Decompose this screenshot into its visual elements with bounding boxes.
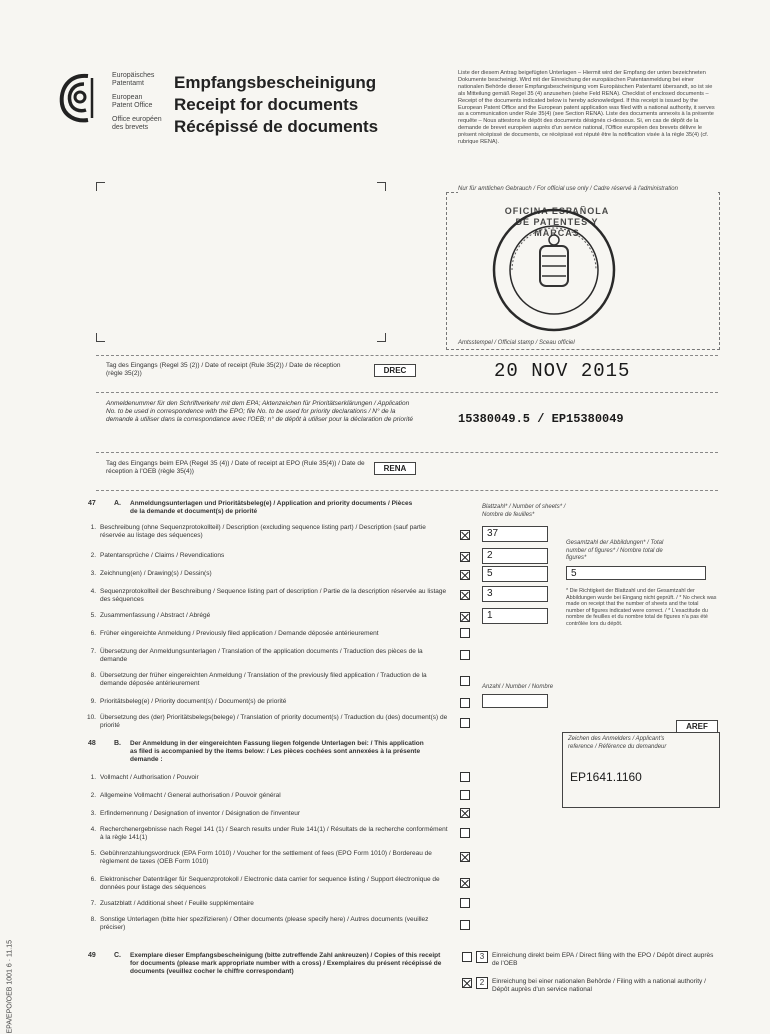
- form-code: EPA/EPO/OEB 1001 6 · 11.15: [6, 939, 14, 1034]
- title-de: Empfangsbescheinigung: [174, 73, 377, 92]
- section-a-item: 4. Sequenzprotokollteil der Beschreibung / Sequence listing part of description / Partie de la description réservée au listage des séquences: [90, 588, 447, 603]
- section-b-item: 6. Elektronischer Datenträger für Sequenzprotokoll / Electronic data carrier for sequence listing / Support électronique de données pour listage des séquences: [90, 876, 440, 891]
- section-b-letter: B.: [114, 740, 121, 747]
- checkbox-copies-direct[interactable]: [462, 952, 472, 962]
- figures-value[interactable]: 5: [566, 566, 706, 580]
- application-number-label: Anmeldenummer für den Schriftverkehr mit dem EPA; Aktenzeichen für Prioritätserklärungen / Application No. to be used in correspondence with the EPO; file No. to be used for priority declarations / N° de la demande à utiliser dans la correspondance avec l'OEB; n° de dépôt à utiliser pour la déclaration de priorité: [106, 400, 413, 423]
- copies-direct-number: 3: [476, 951, 488, 963]
- figures-header: Gesamtzahl der Abbildungen* / Total number of figures* / Nombre total de figures*: [566, 540, 664, 561]
- rena-code: RENA: [374, 462, 416, 475]
- section-b-title: Der Anmeldung in der eingereichten Fassung liegen folgende Unterlagen bei: / This application as filed is accompanied by the items below: / Les pièces cochées sont annexées à la présente demande :: [130, 740, 424, 763]
- sheets-header: Blattzahl* / Number of sheets* / Nombre de feuilles*: [482, 504, 566, 518]
- office-name-fr: Office européen des brevets: [112, 116, 162, 131]
- official-use-label: Nur für amtlichen Gebrauch / For official use only / Cadre réservé à l'administration: [458, 186, 718, 194]
- checkbox-description[interactable]: [460, 530, 470, 540]
- section-b-item: 7. Zusatzblatt / Additional sheet / Feuille supplémentaire: [90, 900, 254, 907]
- address-window: [96, 182, 386, 342]
- section-a-item: 9. Prioritätsbeleg(e) / Priority document(s) / Document(s) de priorité: [90, 698, 287, 705]
- epo-logo: [58, 70, 98, 126]
- receipt-date-value: 20 NOV 2015: [494, 360, 631, 382]
- application-number-value: 15380049.5 / EP15380049: [458, 412, 624, 426]
- sheets-description[interactable]: 37: [482, 526, 548, 542]
- divider: [96, 355, 718, 356]
- intro-text: Liste der diesem Antrag beigefügten Unterlagen – Hiermit wird der Empfang der unten bezeichneten Dokumente bescheinigt. Wird mit der Einreichung der europäischen Patentanmeldung bei einer nationalen Behörde dieser Empfangsbescheinigung vom Europäischen Patentamt übersandt, so ist sie als Mitteilung gemäß Regel 35 (4) anzusehen (siehe Feld RENA). Checklist of enclosed documents – Receipt of the documents indicated below is hereby acknowledged. If this receipt is issued by the European Patent Office and the European patent application was filed with a national authority, it serves as a communication under Rule 35(4) (see Section RENA). Liste des documents annexés à la présente requête – Nous attestons le dépôt des documents désignés ci-dessous. Si, en cas de dépôt de la demande de brevet européen auprès d'un service national, l'Office européen des brevets délivre le présent récépissé de documents, ce récépissé est réputé être la notification visée à la règle 35(4) (cf. rubrique RENA).: [458, 70, 715, 146]
- title-en: Receipt for documents: [174, 95, 359, 114]
- divider: [96, 452, 718, 453]
- checkbox-copies-national[interactable]: [462, 978, 472, 988]
- section-a-item: 5. Zusammenfassung / Abstract / Abrégé: [90, 612, 211, 619]
- section-a-number: 47: [88, 500, 96, 507]
- section-b-item: 8. Sonstige Unterlagen (bitte hier spezifizieren) / Other documents (please specify here) / Autres documents (veuillez préciser): [90, 916, 429, 931]
- checkbox-sequence-listing[interactable]: [460, 590, 470, 600]
- section-b-number: 48: [88, 740, 96, 747]
- section-b-item: 3. Erfindernennung / Designation of inventor / Désignation de l'inventeur: [90, 810, 300, 817]
- section-a-item: 10. Übersetzung des (der) Prioritätsbelegs(belege) / Translation of priority document(s) / Traduction du (des) document(s) de priorité: [86, 714, 448, 729]
- checkbox-claims[interactable]: [460, 552, 470, 562]
- epo-receipt-label: Tag des Eingangs beim EPA (Regel 35 (4)) / Date of receipt at EPO (Rule 35(4)) / Date de réception à l'OEB (règle 35(4)): [106, 460, 365, 475]
- section-c-letter: C.: [114, 952, 121, 959]
- section-a-item: 7. Übersetzung der Anmeldungsunterlagen / Translation of the application documents / Traduction des pièces de la demande: [90, 648, 423, 663]
- checkbox-general-authorisation[interactable]: [460, 790, 470, 800]
- aref-code: AREF: [676, 720, 718, 733]
- amount-label: Anzahl / Number / Nombre: [482, 684, 554, 690]
- office-name-de: Europäisches Patentamt: [112, 72, 155, 87]
- office-name-en: European Patent Office: [112, 94, 153, 109]
- reference-label: Zeichen des Anmelders / Applicant's reference / Référence du demandeur: [568, 736, 667, 750]
- sheets-sequence-listing[interactable]: 3: [482, 586, 548, 602]
- section-a-item: 3. Zeichnung(en) / Drawing(s) / Dessin(s): [90, 570, 212, 577]
- checkbox-translation-previous[interactable]: [460, 676, 470, 686]
- section-a-title: Anmeldungsunterlagen und Prioritätsbeleg(e) / Application and priority documents / Pièces de la demande et document(s) de priorité: [130, 500, 413, 515]
- checkbox-other-documents[interactable]: [460, 920, 470, 930]
- checkbox-authorisation[interactable]: [460, 772, 470, 782]
- section-c-title: Exemplare dieser Empfangsbescheinigung (bitte zutreffende Zahl ankreuzen) / Copies of this receipt for documents (please mark appropriate number with a cross) / Exemplaires du présent récépissé de documents (veuillez cocher le chiffre correspondant): [130, 952, 442, 975]
- section-a-letter: A.: [114, 500, 121, 507]
- copies-direct-label: Einreichung direkt beim EPA / Direct filing with the EPO / Dépôt direct auprès de l'OEB: [492, 952, 714, 967]
- sheets-drawings[interactable]: 5: [482, 566, 548, 582]
- sheets-claims[interactable]: 2: [482, 548, 548, 564]
- sheets-note: * Die Richtigkeit der Blattzahl und der Gesamtzahl der Abbildungen wurde bei Eingang nicht geprüft. / * No check was made on receipt that the number of sheets and the total number of figures indicated were correct. / * L'exactitude du nombre de feuilles et du nombre total de figures n'a pas été contrôlée lors du dépôt.: [566, 588, 717, 627]
- section-b-item: 5. Gebührenzahlungsvordruck (EPA Form 1010) / Voucher for the settlement of fees (EPO Form 1010) / Bordereau de règlement de taxes (OEB Form 1010): [90, 850, 432, 865]
- section-a-item: 2. Patentansprüche / Claims / Revendications: [90, 552, 225, 559]
- checkbox-drawings[interactable]: [460, 570, 470, 580]
- checkbox-priority-documents[interactable]: [460, 698, 470, 708]
- checkbox-abstract[interactable]: [460, 612, 470, 622]
- checkbox-data-carrier[interactable]: [460, 878, 470, 888]
- title-fr: Récépissé de documents: [174, 117, 379, 136]
- section-a-item: 1. Beschreibung (ohne Sequenzprotokollteil) / Description (excluding sequence listing part) / Description (sauf partie réservée au listage des séquences): [90, 524, 426, 539]
- checkbox-translation-documents[interactable]: [460, 650, 470, 660]
- checkbox-search-results[interactable]: [460, 828, 470, 838]
- section-a-item: 8. Übersetzung der früher eingereichten Anmeldung / Translation of the previously filed application / Traduction de la demande déposée antérieurement: [90, 672, 427, 687]
- reference-value: EP1641.1160: [570, 770, 642, 784]
- divider: [96, 392, 718, 393]
- checkbox-inventor[interactable]: [460, 808, 470, 818]
- section-b-item: 1. Vollmacht / Authorisation / Pouvoir: [90, 774, 199, 781]
- receipt-date-label: Tag des Eingangs (Regel 35 (2)) / Date of receipt (Rule 35(2)) / Date de réception (règle 35(2)): [106, 362, 341, 377]
- section-b-item: 2. Allgemeine Vollmacht / General authorisation / Pouvoir général: [90, 792, 281, 799]
- amount-box[interactable]: [482, 694, 548, 708]
- epo-logo-icon: [58, 70, 98, 126]
- section-c-number: 49: [88, 952, 96, 959]
- stamp-caption: Amtsstempel / Official stamp / Sceau officiel: [458, 340, 658, 348]
- copies-national-label: Einreichung bei einer nationalen Behörde / Filing with a national authority / Dépôt auprès d'un service national: [492, 978, 706, 993]
- checkbox-additional-sheet[interactable]: [460, 898, 470, 908]
- divider: [96, 490, 718, 491]
- sheets-abstract[interactable]: 1: [482, 608, 548, 624]
- section-b-item: 4. Recherchenergebnisse nach Regel 141 (1) / Search results under Rule 141(1) / Résultats de la recherche conformément à la règle 141(1): [90, 826, 448, 841]
- section-a-item: 6. Früher eingereichte Anmeldung / Previously filed application / Demande déposée antérieurement: [90, 630, 379, 637]
- stamp-text: OFICINA ESPAÑOLA DE PATENTES Y MARCAS: [504, 206, 610, 238]
- checkbox-translation-priority[interactable]: [460, 718, 470, 728]
- checkbox-previous-application[interactable]: [460, 628, 470, 638]
- checkbox-fee-voucher[interactable]: [460, 852, 470, 862]
- copies-national-number: 2: [476, 977, 488, 989]
- drec-code: DREC: [374, 364, 416, 377]
